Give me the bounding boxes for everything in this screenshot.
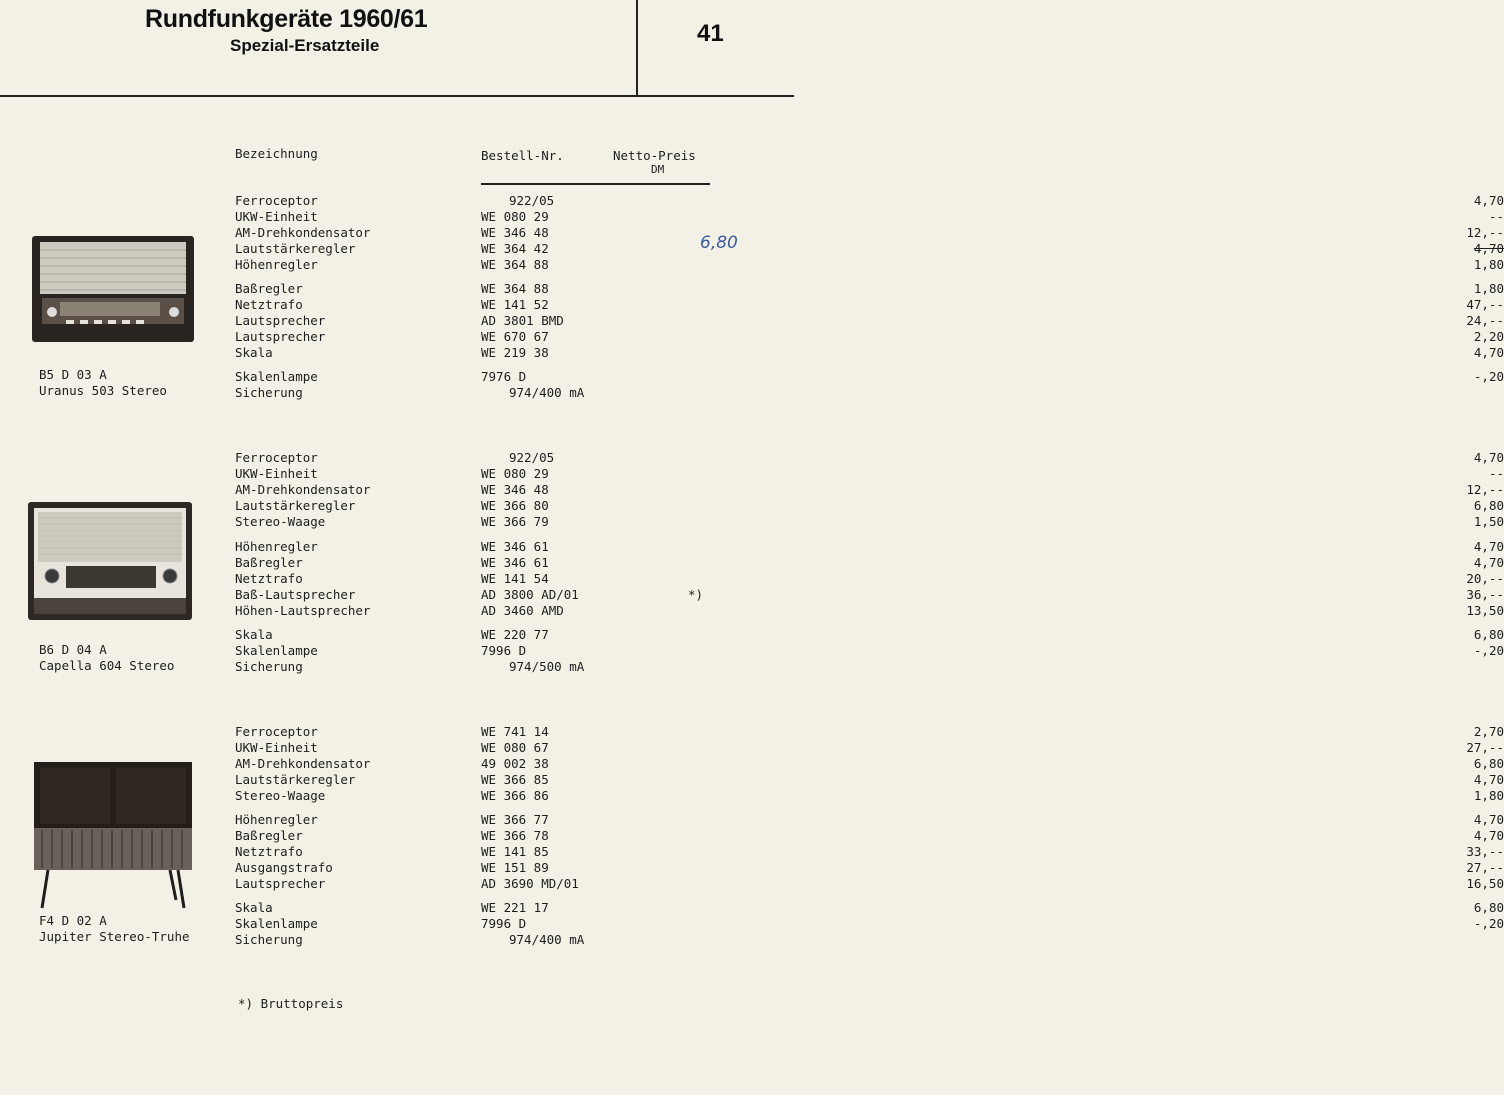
model-name: Uranus 503 Stereo bbox=[39, 383, 167, 398]
table-row: Ausgangstrafo WE 151 89 27,-- bbox=[235, 860, 1504, 875]
table-row: Skala WE 220 77 6,80 bbox=[235, 627, 1504, 642]
table-row: Ferroceptor 922/05 4,70 bbox=[235, 450, 1504, 465]
header-divider-vertical bbox=[636, 0, 638, 97]
table-row: UKW-Einheit WE 080 29 -- bbox=[235, 466, 1504, 481]
table-row: Baßregler WE 364 88 1,80 bbox=[235, 281, 1504, 296]
column-header-currency: DM bbox=[651, 163, 665, 176]
table-row: Baß-Lautsprecher AD 3800 AD/01 36,-- *) bbox=[235, 587, 1504, 602]
table-row: Baßregler WE 366 78 4,70 bbox=[235, 828, 1504, 843]
table-row: Lautsprecher AD 3690 MD/01 16,50 bbox=[235, 876, 1504, 891]
footnote-marker: *) bbox=[688, 587, 704, 602]
column-header-rule bbox=[481, 183, 710, 185]
page-number: 41 bbox=[697, 20, 724, 47]
table-row: UKW-Einheit WE 080 67 27,-- bbox=[235, 740, 1504, 755]
handwritten-price-correction: 6,80 bbox=[700, 233, 738, 253]
model-caption bbox=[39, 642, 174, 674]
footnote: *) Bruttopreis bbox=[238, 996, 344, 1011]
table-row: Lautstärkeregler WE 364 42 4,70 bbox=[235, 241, 1504, 256]
table-row: Höhenregler WE 346 61 4,70 bbox=[235, 539, 1504, 554]
table-row: Skala WE 219 38 4,70 bbox=[235, 345, 1504, 360]
table-row: AM-Drehkondensator WE 346 48 12,-- bbox=[235, 482, 1504, 497]
table-row: Lautsprecher AD 3801 BMD 24,-- bbox=[235, 313, 1504, 328]
model-code: B6 D 04 A bbox=[39, 642, 107, 657]
table-row: Lautsprecher WE 670 67 2,20 bbox=[235, 329, 1504, 344]
table-row: Baßregler WE 346 61 4,70 bbox=[235, 555, 1504, 570]
model-name: Capella 604 Stereo bbox=[39, 658, 175, 673]
table-row: Sicherung 974/400 mA bbox=[235, 932, 585, 947]
table-row: Netztrafo WE 141 52 47,-- bbox=[235, 297, 1504, 312]
table-row: Lautstärkeregler WE 366 80 6,80 bbox=[235, 498, 1504, 513]
table-row: Skalenlampe 7996 D -,20 bbox=[235, 916, 1504, 931]
table-row: Netztrafo WE 141 54 20,-- bbox=[235, 571, 1504, 586]
table-row: Ferroceptor WE 741 14 2,70 bbox=[235, 724, 1504, 739]
column-header-order: Bestell-Nr. bbox=[481, 148, 564, 163]
table-row: Stereo-Waage WE 366 86 1,80 bbox=[235, 788, 1504, 803]
model-caption bbox=[39, 367, 167, 399]
model-code: B5 D 03 A bbox=[39, 367, 107, 382]
table-row: Höhen-Lautsprecher AD 3460 AMD 13,50 bbox=[235, 603, 1504, 618]
model-name: Jupiter Stereo-Truhe bbox=[39, 929, 190, 944]
radio-capella-image bbox=[26, 500, 194, 622]
table-row: AM-Drehkondensator 49 002 38 6,80 bbox=[235, 756, 1504, 771]
table-row: Skalenlampe 7996 D -,20 bbox=[235, 643, 1504, 658]
table-row: Lautstärkeregler WE 366 85 4,70 bbox=[235, 772, 1504, 787]
table-row: Stereo-Waage WE 366 79 1,50 bbox=[235, 514, 1504, 529]
table-row: Sicherung 974/400 mA bbox=[235, 385, 585, 400]
table-row: AM-Drehkondensator WE 346 48 12,-- bbox=[235, 225, 1504, 240]
table-row: Sicherung 974/500 mA bbox=[235, 659, 585, 674]
table-row: Skalenlampe 7976 D -,20 bbox=[235, 369, 1504, 384]
table-row: Höhenregler WE 366 77 4,70 bbox=[235, 812, 1504, 827]
page-title: Rundfunkgeräte 1960/61 bbox=[145, 5, 428, 33]
table-row: Ferroceptor 922/05 4,70 bbox=[235, 193, 1504, 208]
radio-uranus-image bbox=[30, 232, 196, 344]
column-header-name: Bezeichnung bbox=[235, 146, 318, 161]
table-row: Skala WE 221 17 6,80 bbox=[235, 900, 1504, 915]
model-caption bbox=[39, 913, 190, 945]
header-divider-horizontal bbox=[0, 95, 794, 97]
column-header-price: Netto-Preis bbox=[613, 148, 696, 163]
page-subtitle: Spezial-Ersatzteile bbox=[230, 36, 380, 55]
model-code: F4 D 02 A bbox=[39, 913, 107, 928]
table-row: UKW-Einheit WE 080 29 -- bbox=[235, 209, 1504, 224]
table-row: Netztrafo WE 141 85 33,-- bbox=[235, 844, 1504, 859]
table-row: Höhenregler WE 364 88 1,80 bbox=[235, 257, 1504, 272]
radio-jupiter-image bbox=[30, 760, 196, 910]
